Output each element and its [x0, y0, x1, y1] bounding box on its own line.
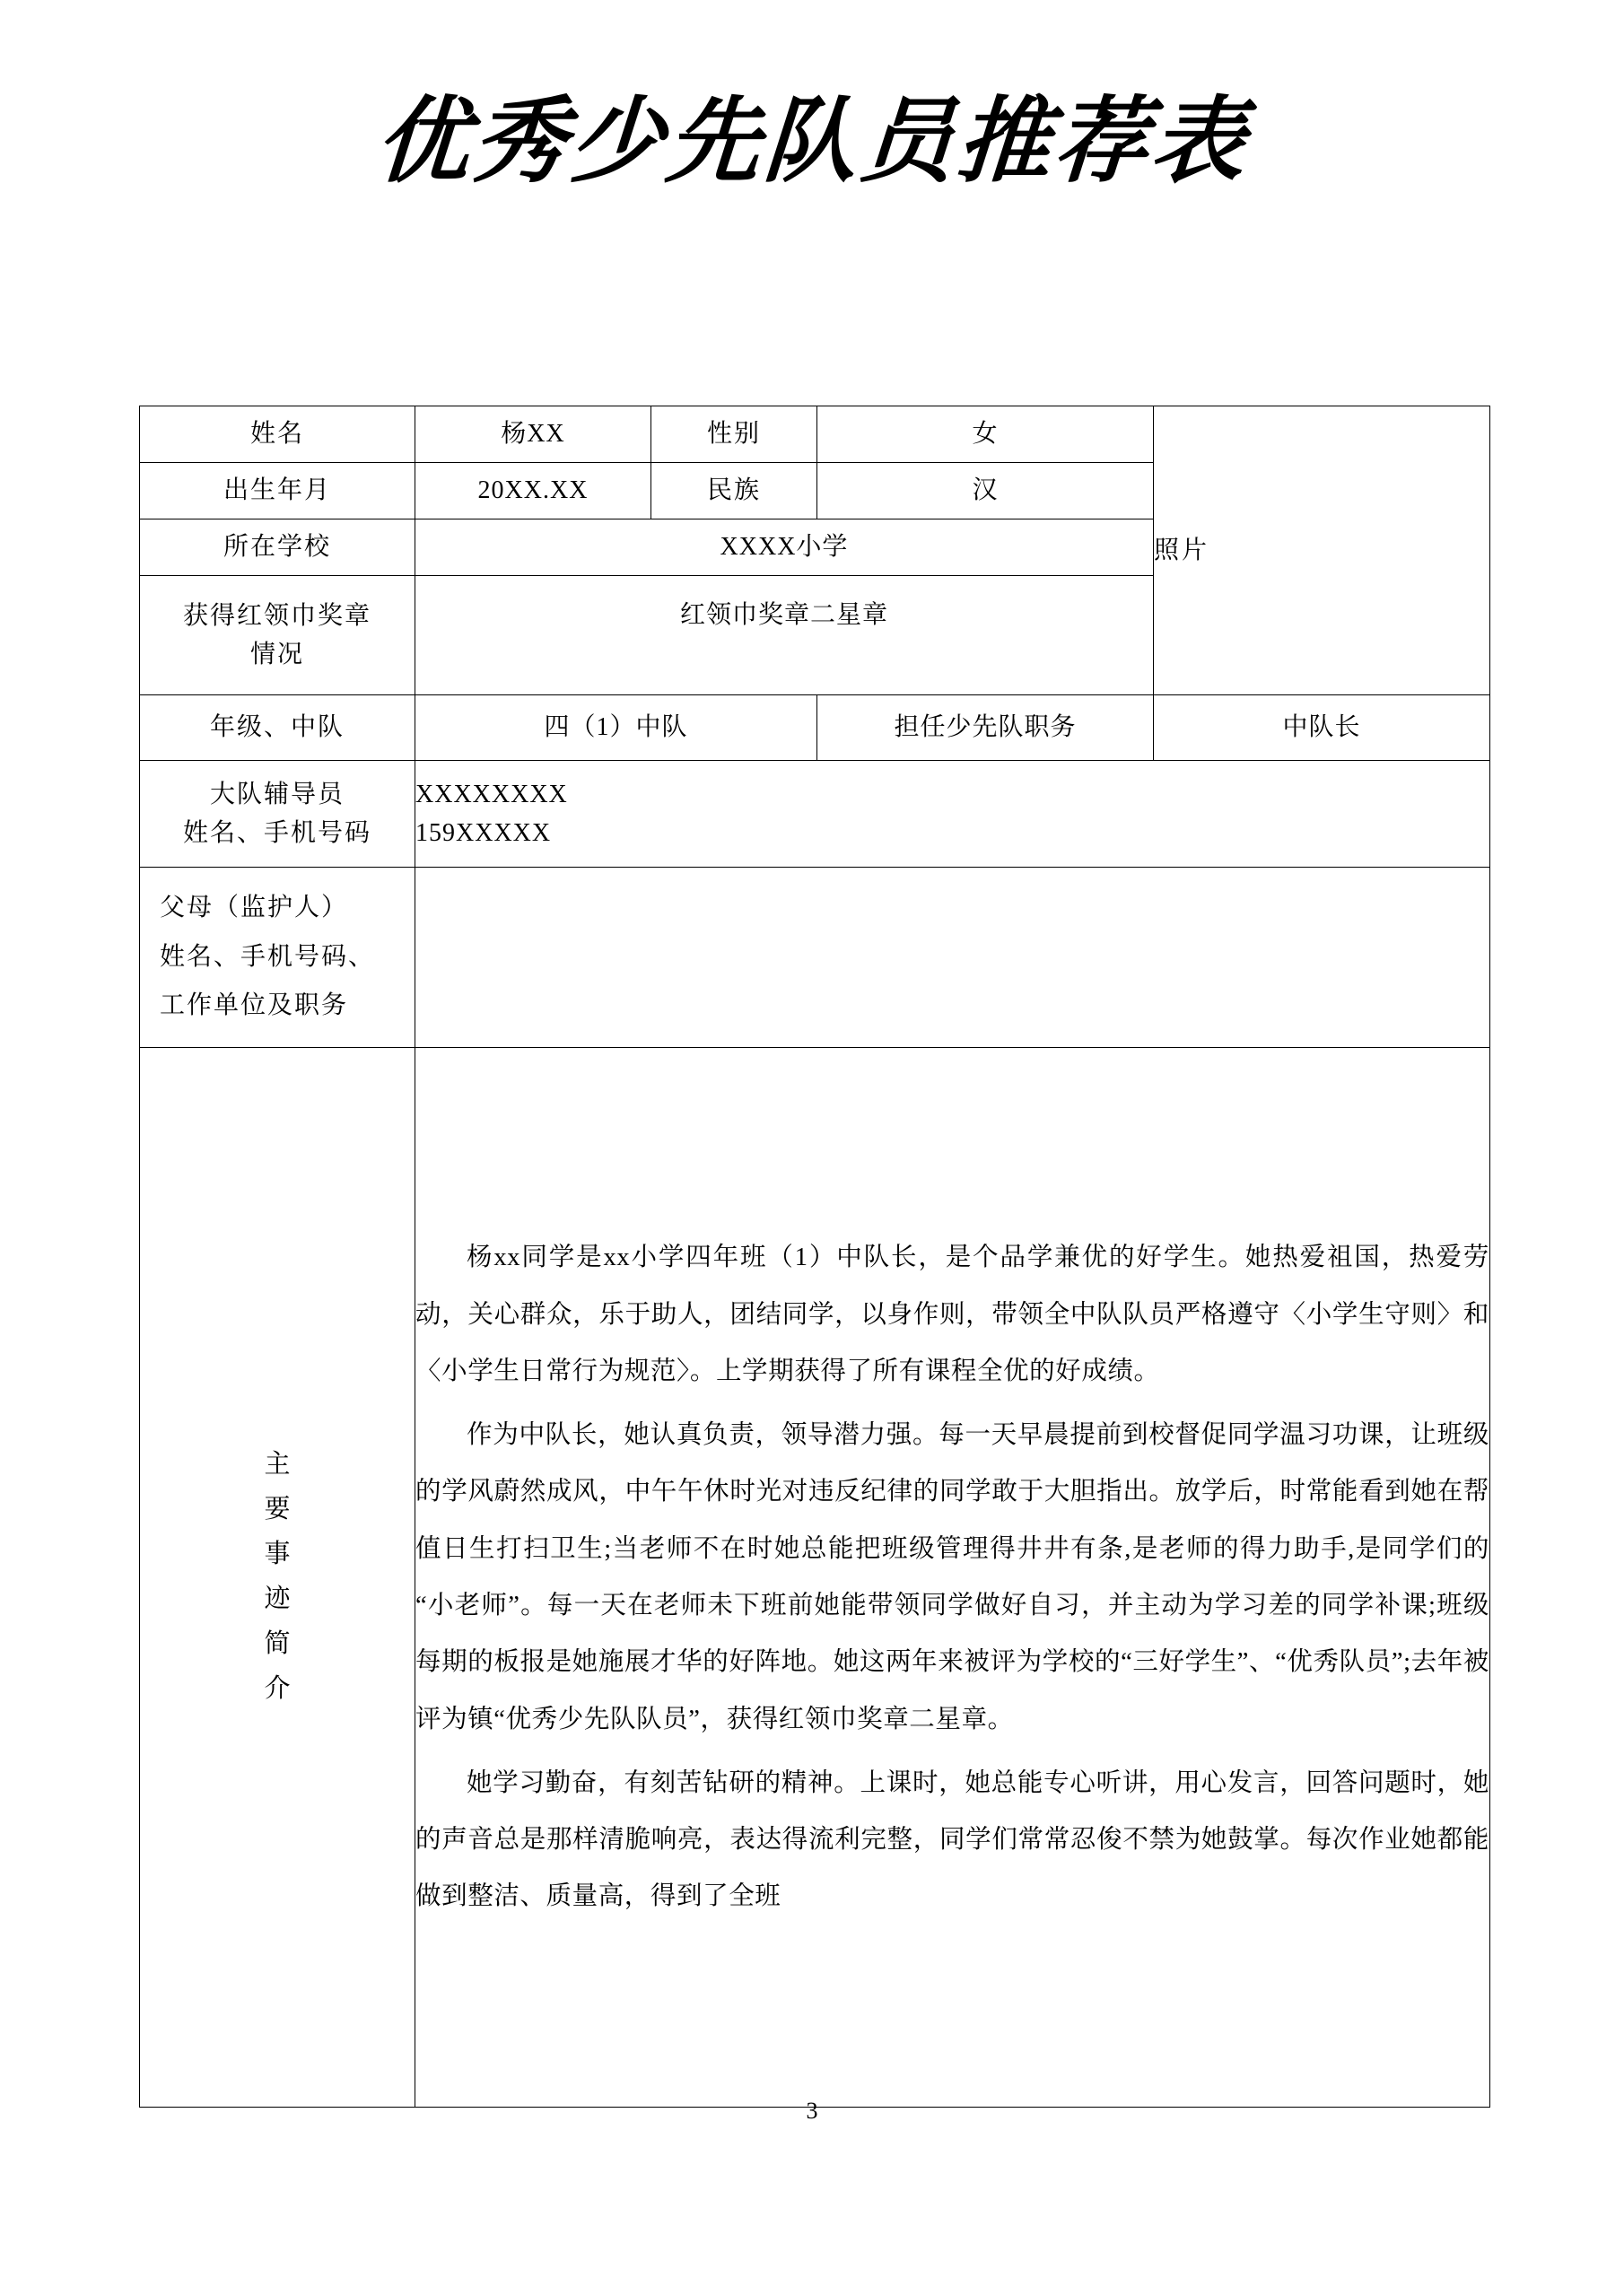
narrative-text: [415, 1229, 1489, 1925]
label-parents-line-2: 姓名、手机号码、: [160, 942, 376, 971]
label-scout-position: 担任少先队职务: [817, 695, 1154, 761]
deeds-char-6: 介: [264, 1673, 291, 1703]
narrative-paragraph-1: 杨xx同学是xx小学四年班（1）中队长，是个品学兼优的好学生。她热爱祖国，热爱劳动，关心群众，乐于助人，团结同学，以身作则，带领全中队队员严格遵守〈小学生守则〉和〈小学生日常行为规范〉。上学期获得了所有课程全优的好成绩。: [415, 1244, 1489, 1385]
page-title: 优秀少先队员推荐表: [371, 85, 1253, 196]
recommendation-form-table: [139, 406, 1490, 2108]
table-row-deeds: [140, 1048, 1490, 2108]
label-name: 姓名: [140, 406, 415, 463]
label-medal-status: [140, 576, 415, 695]
deeds-char-4: 迹: [264, 1585, 291, 1613]
value-gender: 女: [817, 406, 1154, 463]
value-parents: [415, 868, 1490, 1048]
label-parents: [140, 868, 415, 1048]
page-number: 3: [806, 2098, 818, 2124]
label-medal-line-2: 情况: [249, 641, 304, 668]
main-deeds-body: [415, 1048, 1490, 2108]
value-school: XXXX小学: [415, 519, 1154, 576]
label-medal-line-1: 获得红领巾奖章: [182, 601, 371, 630]
value-name: 杨XX: [415, 406, 651, 463]
label-counselor-line-1: 大队辅导员: [209, 780, 345, 808]
label-birth-date: 出生年月: [140, 463, 415, 519]
label-main-deeds: [140, 1048, 415, 2108]
value-grade-team: 四（1）中队: [415, 695, 817, 761]
label-ethnicity: 民族: [651, 463, 817, 519]
label-main-deeds-vertical: [264, 1443, 290, 1711]
value-birth-date: 20XX.XX: [415, 463, 651, 519]
table-row-counselor: [140, 761, 1490, 868]
deeds-char-1: 主: [264, 1450, 291, 1480]
label-gender: 性别: [651, 406, 817, 463]
value-counselor-phone: 159XXXXX: [415, 819, 552, 847]
label-parents-line-3: 工作单位及职务: [160, 991, 349, 1020]
table-row-grade-position: [140, 695, 1490, 761]
value-scout-position: 中队长: [1154, 695, 1490, 761]
deeds-char-5: 简: [264, 1628, 291, 1658]
label-parents-line-1: 父母（监护人）: [160, 894, 349, 922]
label-counselor: [140, 761, 415, 868]
label-grade-team: 年级、中队: [140, 695, 415, 761]
narrative-paragraph-3: 她学习勤奋，有刻苦钻研的精神。上课时，她总能专心听讲，用心发言，回答问题时，她的声音总是那样清脆响亮，表达得流利完整，同学们常常忍俊不禁为她鼓掌。每次作业她都能做到整洁、质量高，得到了全班: [415, 1768, 1489, 1911]
deeds-char-2: 要: [264, 1495, 291, 1524]
table-row-parents: [140, 868, 1490, 1048]
label-school: 所在学校: [140, 519, 415, 576]
photo-placeholder: 照片: [1154, 406, 1490, 695]
label-counselor-line-2: 姓名、手机号码: [182, 819, 371, 847]
narrative-paragraph-2: 作为中队长，她认真负责，领导潜力强。每一天早晨提前到校督促同学温习功课，让班级的学风蔚然成风，中午午休时光对违反纪律的同学敢于大胆指出。放学后，时常能看到她在帮值日生打扫卫生;当老师不在时她总能把班级管理得井井有条,是老师的得力助手,是同学们的“小老师”。每一天在老师未下班前她能带领同学做好自习，并主动为学习差的同学补课;班级每期的板报是她施展才华的好阵地。她这两年来被评为学校的“三好学生”、“优秀队员”;去年被评为镇“优秀少先队队员”，获得红领巾奖章二星章。: [415, 1421, 1489, 1733]
value-counselor-name: XXXXXXXX: [415, 780, 568, 808]
value-medal-status: 红领巾奖章二星章: [415, 576, 1154, 695]
deeds-char-3: 事: [264, 1540, 291, 1569]
value-counselor: [415, 761, 1490, 868]
table-row-name: [140, 406, 1490, 463]
value-ethnicity: 汉: [817, 463, 1154, 519]
